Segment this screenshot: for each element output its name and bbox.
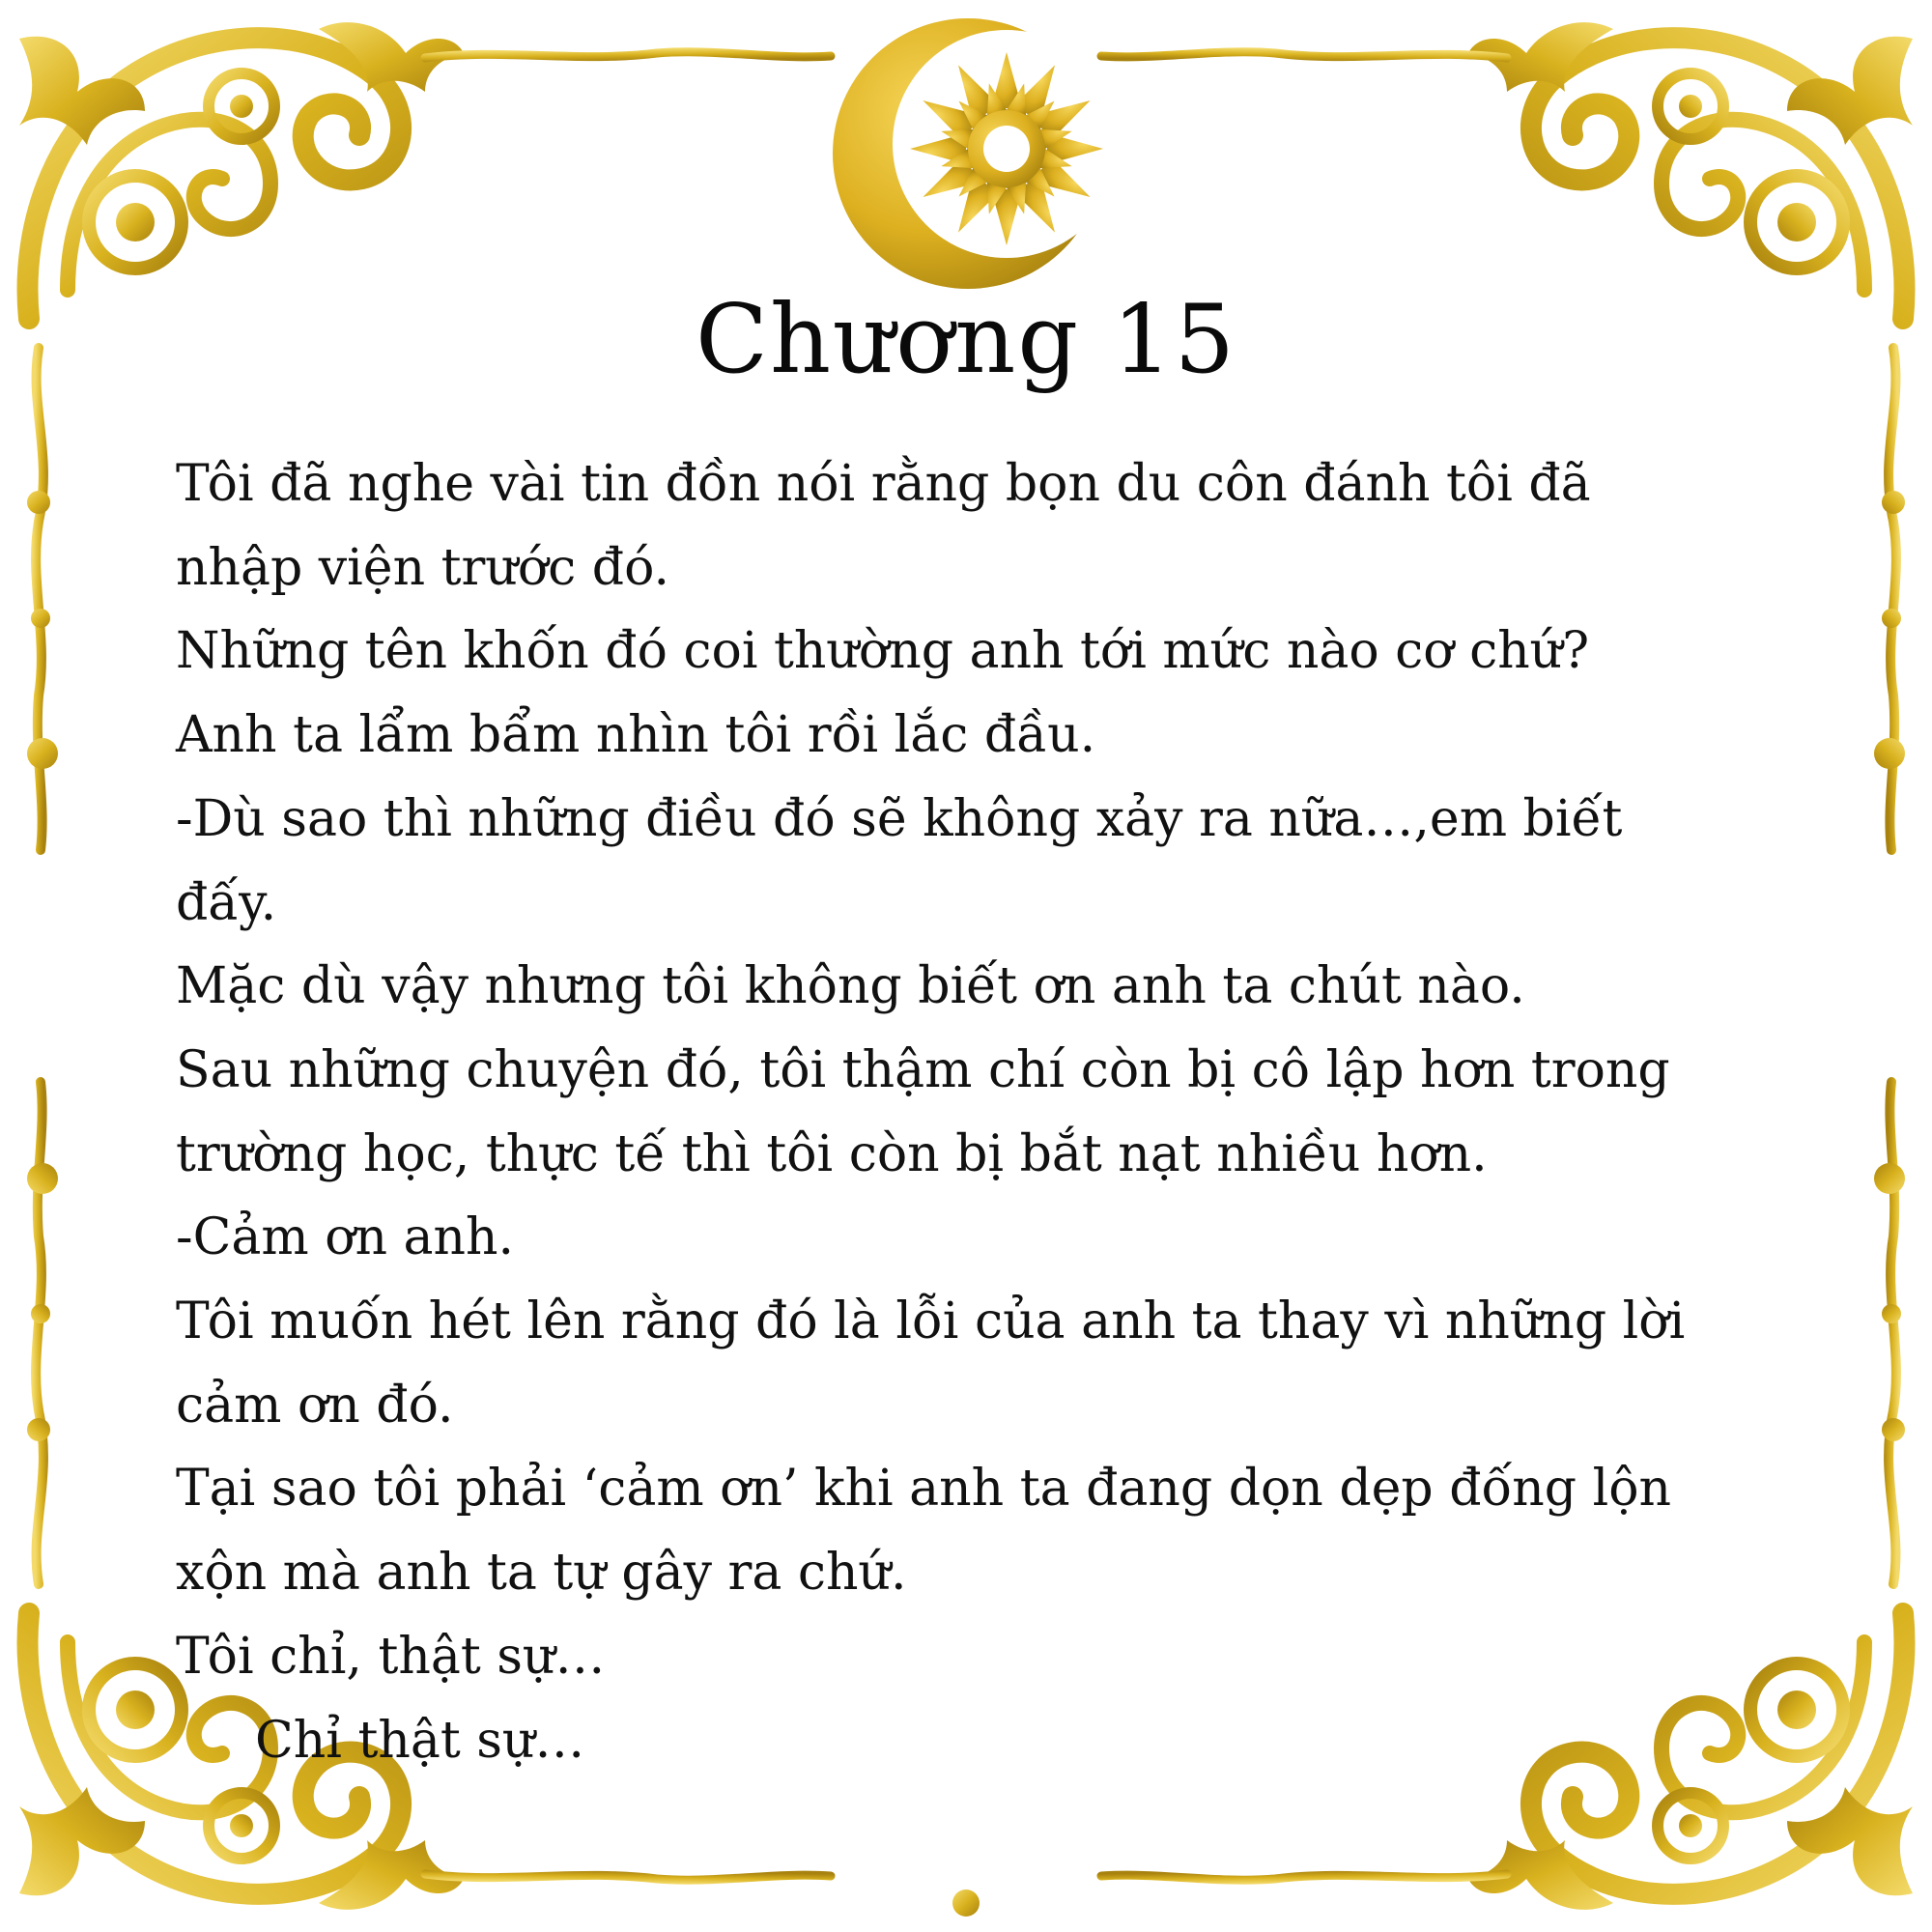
- text-line: trường học, thực tế thì tôi còn bị bắt nạt nhiều hơn.: [176, 1124, 1488, 1183]
- text-line: -Cảm ơn anh.: [176, 1208, 515, 1267]
- text-line: -Dù sao thì những điều đó sẽ không xảy ra nữa…,em biết: [176, 789, 1623, 848]
- text-line: xộn mà anh ta tự gây ra chứ.: [176, 1544, 907, 1603]
- text-line: Tôi muốn hét lên rằng đó là lỗi của anh ta thay vì những lời: [176, 1293, 1686, 1351]
- text-line-indented: Chỉ thật sự…: [255, 1711, 585, 1770]
- text-line: nhập viện trước đó.: [176, 538, 670, 597]
- text-line: Tôi đã nghe vài tin đồn nói rằng bọn du côn đánh tôi đã: [176, 455, 1591, 513]
- chapter-body: [176, 442, 1895, 1782]
- text-line: Mặc dù vậy nhưng tôi không biết ơn anh ta chút nào.: [176, 957, 1525, 1016]
- text-line: Những tên khốn đó coi thường anh tới mức nào cơ chứ?: [176, 622, 1590, 681]
- text-line: Anh ta lẩm bẩm nhìn tôi rồi lắc đầu.: [176, 706, 1096, 765]
- crescent-moon-and-sun-icon: [823, 14, 1122, 294]
- text-line: Tôi chỉ, thật sự…: [176, 1627, 606, 1686]
- text-line: cảm ơn đó.: [176, 1376, 454, 1435]
- text-line: Tại sao tôi phải ‘cảm ơn’ khi anh ta đang dọn dẹp đống lộn: [176, 1460, 1672, 1519]
- text-line: Sau những chuyện đó, tôi thậm chí còn bị cô lập hơn trong: [176, 1040, 1670, 1099]
- text-line: đấy.: [176, 873, 277, 932]
- chapter-title: Chương 15: [696, 285, 1236, 395]
